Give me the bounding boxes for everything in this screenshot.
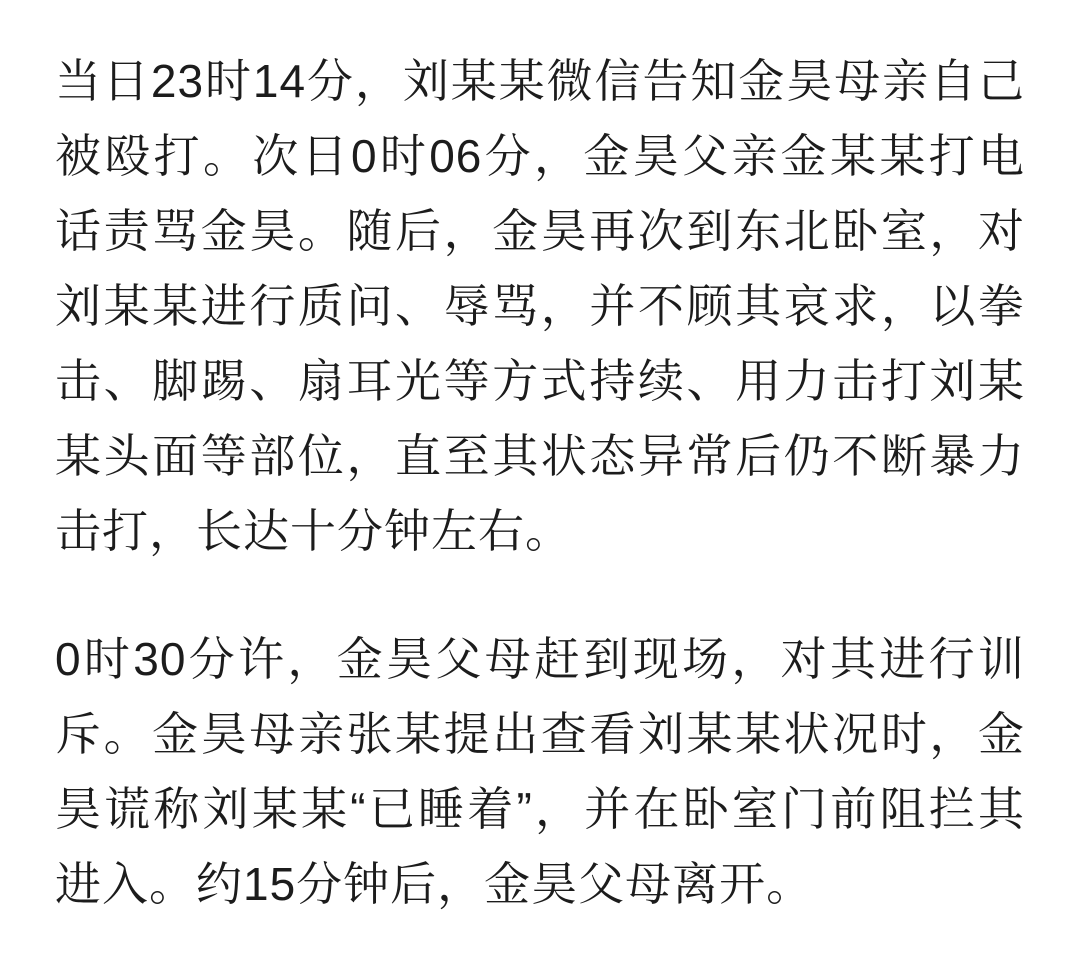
article-paragraph-1: 当日23时14分，刘某某微信告知金昊母亲自己被殴打。次日0时06分，金昊父亲金某某打电话责骂金昊。随后，金昊再次到东北卧室，对刘某某进行质问、辱骂，并不顾其哀求，以拳击、脚踢、扇耳光等方式持续、用力击打刘某某头面等部位，直至其状态异常后仍不断暴力击打，长达十分钟左右。: [55, 55, 1025, 557]
article-paragraph-2: 0时30分许，金昊父母赶到现场，对其进行训斥。金昊母亲张某提出查看刘某某状况时，金昊谎称刘某某“已睡着”，并在卧室门前阻拦其进入。约15分钟后，金昊父母离开。: [55, 633, 1025, 910]
